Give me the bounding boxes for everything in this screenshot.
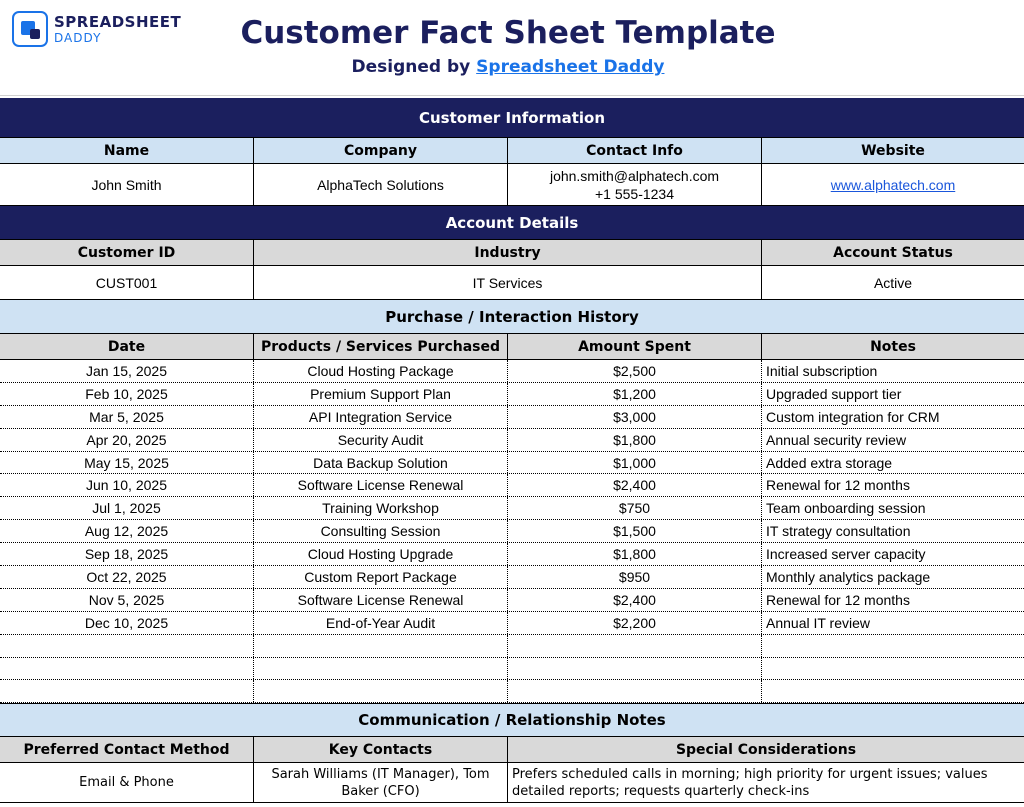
history-date[interactable]: Mar 5, 2025 bbox=[0, 406, 254, 428]
customer-info-row bbox=[0, 164, 1024, 206]
history-row bbox=[0, 520, 1024, 543]
history-row bbox=[0, 658, 1024, 681]
subtitle-prefix: Designed by bbox=[351, 57, 471, 77]
history-notes[interactable]: Renewal for 12 months bbox=[766, 477, 910, 494]
history-amount[interactable]: $750 bbox=[508, 497, 762, 519]
history-row bbox=[0, 497, 1024, 520]
history-date[interactable] bbox=[0, 658, 254, 680]
customer-id[interactable]: CUST001 bbox=[0, 266, 254, 299]
customer-name[interactable]: John Smith bbox=[0, 164, 254, 205]
history-product[interactable]: Security Audit bbox=[254, 429, 508, 451]
page-title: Customer Fact Sheet Template bbox=[240, 15, 776, 51]
header-website: Website bbox=[861, 142, 925, 159]
header-key-contacts: Key Contacts bbox=[254, 737, 508, 762]
customer-contact-info[interactable] bbox=[508, 164, 762, 205]
history-amount[interactable]: $2,500 bbox=[508, 360, 762, 382]
history-notes[interactable] bbox=[762, 635, 1024, 657]
spreadsheet-daddy-link[interactable]: Spreadsheet Daddy bbox=[476, 57, 665, 77]
history-row bbox=[0, 360, 1024, 383]
header-customer-id: Customer ID bbox=[0, 240, 254, 265]
history-date[interactable]: Apr 20, 2025 bbox=[0, 429, 254, 451]
history-row bbox=[0, 566, 1024, 589]
history-product[interactable]: Software License Renewal bbox=[254, 589, 508, 611]
customer-website-cell[interactable] bbox=[762, 164, 1024, 205]
header-date: Date bbox=[0, 334, 254, 359]
history-notes[interactable]: IT strategy consultation bbox=[766, 523, 911, 540]
history-amount[interactable]: $1,200 bbox=[508, 383, 762, 405]
history-date[interactable]: Jul 1, 2025 bbox=[0, 497, 254, 519]
customer-phone: +1 555-1234 bbox=[594, 185, 675, 202]
logo-line2: DADDY bbox=[54, 30, 102, 45]
history-date[interactable]: May 15, 2025 bbox=[0, 452, 254, 474]
special-considerations[interactable]: Prefers scheduled calls in morning; high priority for urgent issues; values detailed reports; requests quarterly check-ins bbox=[512, 766, 988, 799]
fact-sheet bbox=[0, 98, 1024, 803]
history-date[interactable]: Oct 22, 2025 bbox=[0, 566, 254, 588]
history-body bbox=[0, 360, 1024, 703]
account-row bbox=[0, 266, 1024, 300]
header-special-considerations: Special Considerations bbox=[675, 741, 857, 758]
history-amount[interactable] bbox=[508, 658, 762, 680]
history-date[interactable]: Feb 10, 2025 bbox=[0, 383, 254, 405]
history-date[interactable]: Nov 5, 2025 bbox=[0, 589, 254, 611]
communication-header-row bbox=[0, 737, 1024, 763]
header-account-status: Account Status bbox=[833, 244, 953, 261]
history-product[interactable]: Cloud Hosting Upgrade bbox=[254, 543, 508, 565]
history-date[interactable]: Dec 10, 2025 bbox=[0, 612, 254, 634]
history-amount[interactable]: $3,000 bbox=[508, 406, 762, 428]
history-amount[interactable]: $2,400 bbox=[508, 589, 762, 611]
logo-line1: SPREADSHEET bbox=[54, 12, 182, 31]
history-row bbox=[0, 383, 1024, 406]
history-header-row bbox=[0, 334, 1024, 360]
history-row bbox=[0, 680, 1024, 703]
history-date[interactable] bbox=[0, 680, 254, 702]
customer-info-header-row bbox=[0, 138, 1024, 164]
customer-email: john.smith@alphatech.com bbox=[549, 167, 720, 184]
history-product[interactable]: Training Workshop bbox=[254, 497, 508, 519]
history-amount[interactable]: $2,400 bbox=[508, 474, 762, 496]
history-notes[interactable] bbox=[762, 680, 1024, 702]
history-product[interactable]: API Integration Service bbox=[254, 406, 508, 428]
history-amount[interactable]: $1,000 bbox=[508, 452, 762, 474]
history-row bbox=[0, 635, 1024, 658]
history-amount[interactable] bbox=[508, 635, 762, 657]
header-notes: Notes bbox=[870, 338, 916, 355]
history-amount[interactable]: $1,800 bbox=[508, 543, 762, 565]
history-amount[interactable]: $1,800 bbox=[508, 429, 762, 451]
history-row bbox=[0, 474, 1024, 497]
history-notes[interactable]: Annual IT review bbox=[766, 614, 871, 631]
account-status[interactable]: Active bbox=[873, 274, 913, 291]
customer-website-link[interactable]: www.alphatech.com bbox=[830, 176, 956, 193]
history-product[interactable]: Consulting Session bbox=[254, 520, 508, 542]
industry[interactable]: IT Services bbox=[254, 266, 762, 299]
history-product[interactable]: End-of-Year Audit bbox=[254, 612, 508, 634]
history-date[interactable] bbox=[0, 635, 254, 657]
history-notes[interactable]: Increased server capacity bbox=[766, 546, 926, 563]
section-customer-information: Customer Information bbox=[0, 98, 1024, 138]
history-product[interactable] bbox=[254, 635, 508, 657]
history-notes[interactable]: Custom integration for CRM bbox=[766, 408, 940, 425]
page-subtitle bbox=[0, 57, 1016, 77]
history-row bbox=[0, 612, 1024, 635]
header-name: Name bbox=[0, 138, 254, 163]
history-notes[interactable]: Monthly analytics package bbox=[766, 568, 931, 585]
header-company: Company bbox=[254, 138, 508, 163]
history-notes[interactable]: Renewal for 12 months bbox=[766, 591, 910, 608]
history-product[interactable]: Data Backup Solution bbox=[254, 452, 508, 474]
history-amount[interactable]: $950 bbox=[508, 566, 762, 588]
header-products: Products / Services Purchased bbox=[254, 334, 508, 359]
customer-company[interactable]: AlphaTech Solutions bbox=[254, 164, 508, 205]
section-communication-notes: Communication / Relationship Notes bbox=[0, 703, 1024, 737]
sheet-header bbox=[0, 0, 1024, 96]
preferred-contact-method[interactable]: Email & Phone bbox=[0, 763, 254, 802]
history-date[interactable]: Jan 15, 2025 bbox=[0, 360, 254, 382]
history-notes[interactable]: Upgraded support tier bbox=[766, 385, 902, 402]
history-product[interactable]: Software License Renewal bbox=[254, 474, 508, 496]
header-preferred-contact: Preferred Contact Method bbox=[0, 737, 254, 762]
account-header-row bbox=[0, 240, 1024, 266]
key-contacts[interactable]: Sarah Williams (IT Manager), Tom Baker (CFO) bbox=[254, 763, 508, 802]
history-row bbox=[0, 429, 1024, 452]
history-row bbox=[0, 406, 1024, 429]
history-product[interactable]: Cloud Hosting Package bbox=[254, 360, 508, 382]
history-amount[interactable]: $2,200 bbox=[508, 612, 762, 634]
history-amount[interactable] bbox=[508, 680, 762, 702]
header-contact-info: Contact Info bbox=[508, 138, 762, 163]
history-notes[interactable] bbox=[762, 658, 1024, 680]
section-purchase-history: Purchase / Interaction History bbox=[0, 300, 1024, 334]
history-date[interactable]: Sep 18, 2025 bbox=[0, 543, 254, 565]
history-notes[interactable]: Annual security review bbox=[766, 431, 907, 448]
history-product[interactable] bbox=[254, 680, 508, 702]
header-industry: Industry bbox=[254, 240, 762, 265]
header-amount: Amount Spent bbox=[508, 334, 762, 359]
history-product[interactable] bbox=[254, 658, 508, 680]
history-product[interactable]: Custom Report Package bbox=[254, 566, 508, 588]
history-notes[interactable]: Initial subscription bbox=[766, 362, 878, 379]
history-product[interactable]: Premium Support Plan bbox=[254, 383, 508, 405]
history-date[interactable]: Jun 10, 2025 bbox=[0, 474, 254, 496]
history-amount[interactable]: $1,500 bbox=[508, 520, 762, 542]
history-row bbox=[0, 452, 1024, 475]
history-notes[interactable]: Team onboarding session bbox=[766, 500, 926, 517]
history-notes[interactable]: Added extra storage bbox=[766, 454, 893, 471]
section-account-details: Account Details bbox=[0, 206, 1024, 240]
communication-row bbox=[0, 763, 1024, 803]
history-date[interactable]: Aug 12, 2025 bbox=[0, 520, 254, 542]
history-row bbox=[0, 589, 1024, 612]
history-row bbox=[0, 543, 1024, 566]
